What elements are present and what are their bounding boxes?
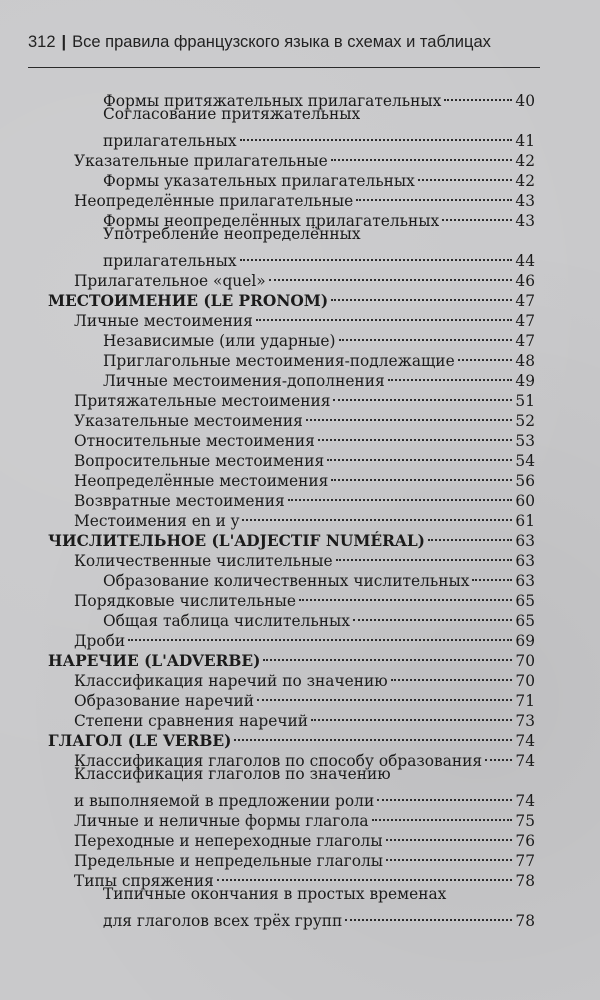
dot-leader	[356, 179, 512, 201]
dot-leader	[240, 239, 512, 261]
toc-entry-title: Возвратные местоимения	[74, 492, 285, 510]
toc-entry-title: Формы притяжательных прилагательных	[103, 92, 442, 110]
toc-entry	[48, 84, 535, 110]
dot-leader	[345, 899, 512, 921]
header-line	[28, 33, 491, 52]
toc-entry-title: Образование наречий	[74, 692, 255, 710]
toc-page-number: 46	[515, 272, 535, 290]
dot-leader	[331, 279, 512, 301]
toc-page-number: 47	[515, 312, 535, 330]
dot-leader	[472, 559, 512, 581]
toc-entry-title: Образование количественных числительных	[103, 572, 470, 590]
toc-entry-title: Неопределённые местоимения	[74, 472, 329, 490]
dot-leader	[288, 479, 512, 501]
toc-page-number: 77	[515, 852, 535, 870]
dot-leader	[386, 819, 512, 841]
dot-leader	[318, 419, 512, 441]
toc-page-number: 43	[515, 192, 535, 210]
toc-page-number: 60	[515, 492, 535, 510]
toc-entry-title: Приглагольные местоимения-подлежащие	[103, 352, 455, 370]
dot-leader	[458, 339, 512, 361]
toc-section-title: ЧИСЛИТЕЛЬНОЕ (L'ADJECTIF NUMÉRAL)	[48, 532, 425, 550]
toc-page-number: 71	[515, 692, 535, 710]
toc-page-number: 63	[515, 552, 535, 570]
toc-page-number: 78	[515, 912, 535, 930]
toc-entry-title: Употребление неопределённых	[103, 225, 361, 243]
dot-leader	[311, 699, 512, 721]
toc-entry-title: Согласование притяжательных	[103, 105, 361, 123]
toc-entry-continuation	[48, 904, 535, 930]
toc-page-number: 74	[515, 792, 535, 810]
toc-entry-line	[48, 84, 535, 110]
dot-leader	[263, 639, 512, 661]
toc-entry-title: Количественные числительные	[74, 552, 333, 570]
toc-page-number: 53	[515, 432, 535, 450]
dot-leader	[386, 839, 512, 861]
dot-leader	[299, 579, 512, 601]
toc-page-number: 47	[515, 332, 535, 350]
toc-entry-title: Дроби	[74, 632, 126, 650]
toc-entry-title: Указательные прилагательные	[74, 152, 328, 170]
toc-page-number: 70	[515, 652, 535, 670]
toc-entry-title: Переходные и непереходные глаголы	[74, 832, 383, 850]
dot-leader	[256, 299, 512, 321]
toc-entry-title: Личные местоимения-дополнения	[103, 372, 385, 390]
toc-page-number: 41	[515, 132, 535, 150]
toc-page-number: 48	[515, 352, 535, 370]
toc-entry-title: Формы неопределённых прилагательных	[103, 212, 440, 230]
dot-leader	[377, 779, 512, 801]
toc-entry-title: Личные и неличные формы глагола	[74, 812, 369, 830]
dot-leader	[444, 79, 512, 101]
dot-leader	[442, 199, 512, 221]
toc-entry-title: прилагательных	[103, 132, 237, 150]
header-separator: |	[61, 33, 67, 51]
dot-leader	[234, 719, 512, 741]
toc-page-number: 56	[515, 472, 535, 490]
toc-entry	[48, 224, 535, 270]
dot-leader	[372, 799, 512, 821]
toc-page-number: 69	[515, 632, 535, 650]
dot-leader	[242, 499, 512, 521]
dot-leader	[269, 259, 512, 281]
dot-leader	[353, 599, 512, 621]
toc-entry-title: Местоимения en и y	[74, 512, 240, 530]
dot-leader	[331, 459, 512, 481]
toc-entry-title: Неопределённые прилагательные	[74, 192, 354, 210]
toc-entry-title: Независимые (или ударные)	[103, 332, 336, 350]
toc-entry-title: Притяжательные местоимения	[74, 392, 331, 410]
dot-leader	[327, 439, 512, 461]
header-book-title: Все правила французского языка в схемах и таблицах	[72, 33, 491, 51]
dot-leader	[333, 379, 512, 401]
toc-entry-title: Относительные местоимения	[74, 432, 315, 450]
dot-leader	[428, 519, 512, 541]
dot-leader	[336, 539, 512, 561]
dot-leader	[331, 139, 512, 161]
toc-page-number: 65	[515, 592, 535, 610]
toc-page-number: 42	[515, 152, 535, 170]
toc-page-number: 51	[515, 392, 535, 410]
toc-entry-title: Прилагательное «quel»	[74, 272, 266, 290]
toc-page-number: 43	[515, 212, 535, 230]
toc-entry-title: Вопросительные местоимения	[74, 452, 325, 470]
table-of-contents	[48, 84, 535, 930]
toc-entry	[48, 884, 535, 930]
header-page-number: 312	[28, 33, 56, 51]
toc-entry-title: Порядковые числительные	[74, 592, 297, 610]
toc-page-number: 73	[515, 712, 535, 730]
dot-leader	[388, 359, 512, 381]
toc-section-title: МЕСТОИМЕНИЕ (LE PRONOM)	[48, 292, 329, 310]
dot-leader	[485, 739, 512, 761]
toc-page-number: 52	[515, 412, 535, 430]
toc-entry-title: Классификация глаголов по способу образования	[74, 752, 483, 770]
toc-entry-title: Типичные окончания в простых временах	[103, 885, 447, 903]
toc-entry-title: Классификация наречий по значению	[74, 672, 388, 690]
dot-leader	[128, 619, 512, 641]
toc-entry-title: Предельные и непредельные глаголы	[74, 852, 383, 870]
toc-entry-title: Типы спряжения	[74, 872, 214, 890]
toc-entry-title: Личные местоимения	[74, 312, 253, 330]
toc-page-number: 78	[515, 872, 535, 890]
dot-leader	[240, 119, 512, 141]
toc-page-number: 47	[515, 292, 535, 310]
toc-page-number: 49	[515, 372, 535, 390]
toc-page-number: 42	[515, 172, 535, 190]
running-header	[28, 33, 540, 68]
toc-page-number: 61	[515, 512, 535, 530]
toc-page-number: 74	[515, 732, 535, 750]
dot-leader	[306, 399, 512, 421]
toc-entry	[48, 104, 535, 150]
toc-entry-title: и выполняемой в предложении роли	[74, 792, 375, 810]
toc-section-title: ГЛАГОЛ (LE VERBE)	[48, 732, 232, 750]
dot-leader	[391, 659, 512, 681]
toc-page-number: 44	[515, 252, 535, 270]
toc-page-number: 63	[515, 572, 535, 590]
toc-entry-title: Формы указательных прилагательных	[103, 172, 415, 190]
dot-leader	[339, 319, 513, 341]
toc-page-number: 40	[515, 92, 535, 110]
toc-entry-title: Общая таблица числительных	[103, 612, 350, 630]
toc-page-number: 75	[515, 812, 535, 830]
dot-leader	[418, 159, 512, 181]
toc-page-number: 74	[515, 752, 535, 770]
toc-page-number: 63	[515, 532, 535, 550]
toc-entry-title: Указательные местоимения	[74, 412, 303, 430]
dot-leader	[217, 859, 512, 881]
toc-entry-title: Степени сравнения наречий	[74, 712, 309, 730]
dot-leader	[257, 679, 512, 701]
toc-page-number: 54	[515, 452, 535, 470]
toc-page-number: 65	[515, 612, 535, 630]
toc-entry-title: Классификация глаголов по значению	[74, 765, 391, 783]
toc-entry-title: прилагательных	[103, 252, 237, 270]
toc-section-title: НАРЕЧИЕ (L'ADVERBE)	[48, 652, 261, 670]
toc-entry-title: для глаголов всех трёх групп	[103, 912, 343, 930]
toc-page-number: 70	[515, 672, 535, 690]
toc-page-number: 76	[515, 832, 535, 850]
